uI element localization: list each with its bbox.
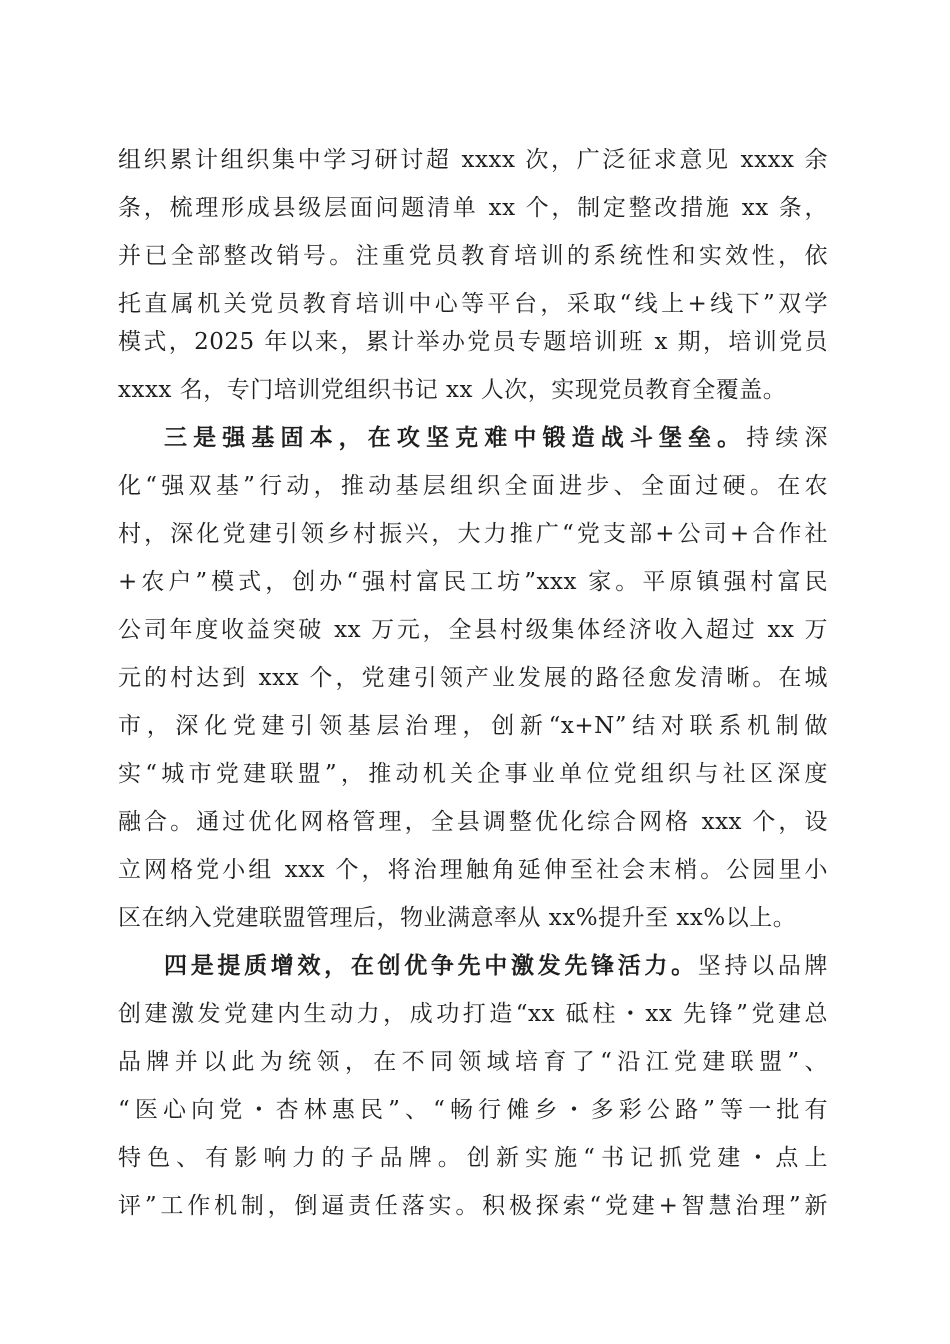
paragraph-2-line-11: 区在纳入党建联盟管理后，物业满意率从 xx%提升至 xx%以上。 <box>118 905 797 931</box>
paragraph-2-line-4: +农户”模式，创办“强村富民工坊”xxx 家。平原镇强村富民 <box>118 569 828 595</box>
paragraph-3-line-3: 品牌并以此为统领，在不同领域培育了“沿江党建联盟”、 <box>118 1049 828 1075</box>
paragraph-2-line-1 <box>164 418 828 458</box>
paragraph-3-heading: 四是提质增效，在创优争先中激发先锋活力。 <box>164 952 698 979</box>
paragraph-2-line-5: 公司年度收益突破 xx 万元，全县村级集体经济收入超过 xx 万 <box>118 617 828 643</box>
paragraph-1-line-3: 并已全部整改销号。注重党员教育培训的系统性和实效性，依 <box>118 243 828 269</box>
paragraph-3-line-1 <box>164 946 828 986</box>
paragraph-3-first-line-rest: 坚持以品牌 <box>697 953 828 979</box>
paragraph-2-line-10: 立网格党小组 xxx 个，将治理触角延伸至社会末梢。公园里小 <box>118 857 828 883</box>
paragraph-2-line-7: 市，深化党建引领基层治理，创新“x+N”结对联系机制做 <box>118 713 828 739</box>
paragraph-2-line-6: 元的村达到 xxx 个，党建引领产业发展的路径愈发清晰。在城 <box>118 665 828 691</box>
paragraph-3-line-5: 特色、有影响力的子品牌。创新实施“书记抓党建・点上 <box>118 1145 828 1171</box>
paragraph-3-line-2: 创建激发党建内生动力，成功打造“xx 砥柱・xx 先锋”党建总 <box>118 1001 828 1027</box>
paragraph-3-line-6: 评”工作机制，倒逼责任落实。积极探索“党建+智慧治理”新 <box>118 1193 828 1219</box>
paragraph-2-heading: 三是强基固本，在攻坚克难中锻造战斗堡垒。 <box>164 424 747 451</box>
paragraph-2-line-2: 化“强双基”行动，推动基层组织全面进步、全面过硬。在农 <box>118 473 828 499</box>
paragraph-1-line-5: 模式，2025 年以来，累计举办党员专题培训班 x 期，培训党员 <box>118 329 828 355</box>
paragraph-1-line-6: xxxx 名，专门培训党组织书记 xx 人次，实现党员教育全覆盖。 <box>118 377 787 403</box>
paragraph-2-first-line-rest: 持续深 <box>746 425 829 451</box>
paragraph-1-line-4: 托直属机关党员教育培训中心等平台，采取“线上+线下”双学 <box>118 291 828 317</box>
paragraph-1-line-1: 组织累计组织集中学习研讨超 xxxx 次，广泛征求意见 xxxx 余 <box>118 147 828 173</box>
paragraph-2-line-9: 融合。通过优化网格管理，全县调整优化综合网格 xxx 个，设 <box>118 809 828 835</box>
paragraph-2-line-3: 村，深化党建引领乡村振兴，大力推广“党支部+公司+合作社 <box>118 521 828 547</box>
paragraph-1-line-2: 条，梳理形成县级层面问题清单 xx 个，制定整改措施 xx 条， <box>118 195 828 221</box>
paragraph-3-line-4: “医心向党・杏林惠民”、“畅行傩乡・多彩公路”等一批有 <box>118 1097 828 1123</box>
paragraph-2-line-8: 实“城市党建联盟”，推动机关企事业单位党组织与社区深度 <box>118 761 828 787</box>
